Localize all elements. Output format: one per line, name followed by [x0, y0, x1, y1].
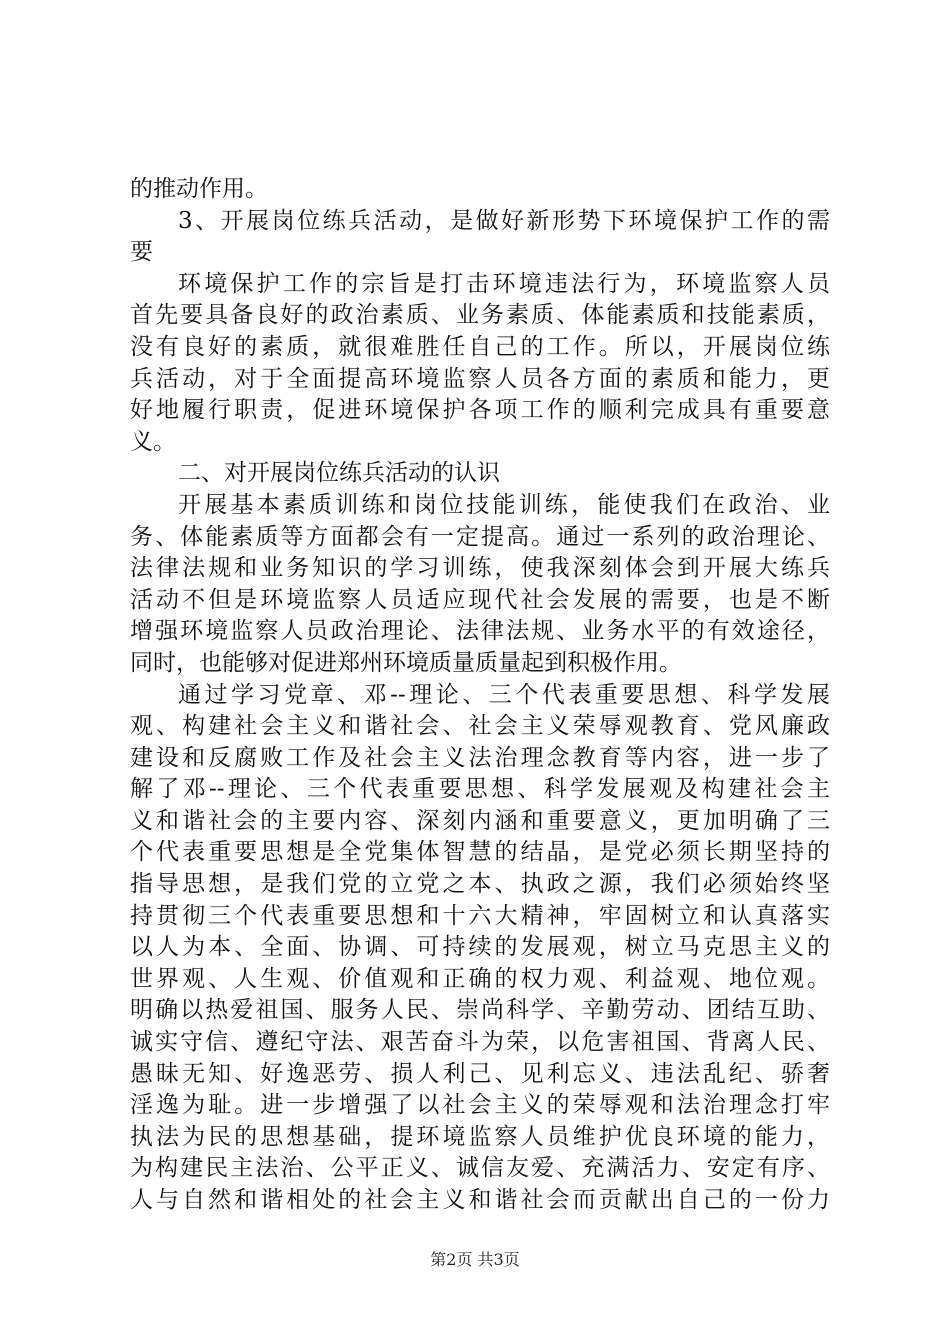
page-number: 第2页 共3页 [430, 1250, 520, 1269]
text-line: 增强环境监察人员政治理论、法律法规、业务水平的有效途径， [130, 618, 830, 645]
text-line: 没有良好的素质，就很难胜任自己的工作。所以，开展岗位练 [130, 333, 830, 360]
text-line: 诚实守信、遵纪守法、艰苦奋斗为荣，以危害祖国、背离人民、 [130, 1029, 830, 1056]
page-footer [0, 1250, 950, 1270]
text-line: 首先要具备良好的政治素质、业务素质、体能素质和技能素质， [130, 302, 830, 329]
text-line: 法律法规和业务知识的学习训练，使我深刻体会到开展大练兵 [130, 555, 830, 582]
text-line: 义和谐社会的主要内容、深刻内涵和重要意义，更加明确了三 [130, 807, 830, 834]
text-line: 活动不但是环境监察人员适应现代社会发展的需要，也是不断 [130, 586, 830, 613]
text-line: 3、开展岗位练兵活动，是做好新形势下环境保护工作的需 [178, 207, 830, 234]
text-line: 兵活动，对于全面提高环境监察人员各方面的素质和能力，更 [130, 365, 830, 392]
text-line: 务、体能素质等方面都会有一定提高。通过一系列的政治理论、 [130, 523, 830, 550]
text-line: 建设和反腐败工作及社会主义法治理念教育等内容，进一步了 [130, 744, 830, 771]
text-line: 同时，也能够对促进郑州环境质量质量起到积极作用。 [130, 649, 682, 676]
text-line: 以人为本、全面、协调、可持续的发展观，树立马克思主义的 [130, 934, 830, 961]
text-line: 执法为民的思想基础，提环境监察人员维护优良环境的能力， [130, 1123, 830, 1150]
text-line: 通过学习党章、邓--理论、三个代表重要思想、科学发展 [178, 681, 830, 708]
text-line: 要 [130, 239, 153, 266]
text-line: 个代表重要思想是全党集体智慧的结晶，是党必须长期坚持的 [130, 839, 830, 866]
text-line: 持贯彻三个代表重要思想和十六大精神，牢固树立和认真落实 [130, 902, 830, 929]
text-line: 观、构建社会主义和谐社会、社会主义荣辱观教育、党风廉政 [130, 713, 830, 740]
text-line: 开展基本素质训练和岗位技能训练，能使我们在政治、业 [178, 491, 830, 518]
text-line: 为构建民主法治、公平正义、诚信友爱、充满活力、安定有序、 [130, 1155, 830, 1182]
text-line: 明确以热爱祖国、服务人民、崇尚科学、辛勤劳动、团结互助、 [130, 997, 830, 1024]
text-line: 愚昧无知、好逸恶劳、损人利己、见利忘义、违法乱纪、骄奢 [130, 1060, 830, 1087]
body-text [130, 174, 830, 1217]
text-line: 解了邓--理论、三个代表重要思想、科学发展观及构建社会主 [130, 776, 830, 803]
text-line: 的推动作用。 [130, 176, 268, 202]
text-line: 好地履行职责，促进环境保护各项工作的顺利完成具有重要意 [130, 397, 830, 424]
section-heading: 二、对开展岗位练兵活动的认识 [178, 460, 500, 487]
text-line: 指导思想，是我们党的立党之本、执政之源，我们必须始终坚 [130, 871, 830, 898]
text-line: 义。 [130, 428, 176, 455]
text-line: 淫逸为耻。进一步增强了以社会主义的荣辱观和法治理念打牢 [130, 1092, 830, 1119]
text-line: 人与自然和谐相处的社会主义和谐社会而贡献出自己的一份力 [130, 1187, 830, 1213]
text-line: 世界观、人生观、价值观和正确的权力观、利益观、地位观。 [130, 965, 830, 992]
text-line: 环境保护工作的宗旨是打击环境违法行为，环境监察人员 [178, 270, 830, 297]
